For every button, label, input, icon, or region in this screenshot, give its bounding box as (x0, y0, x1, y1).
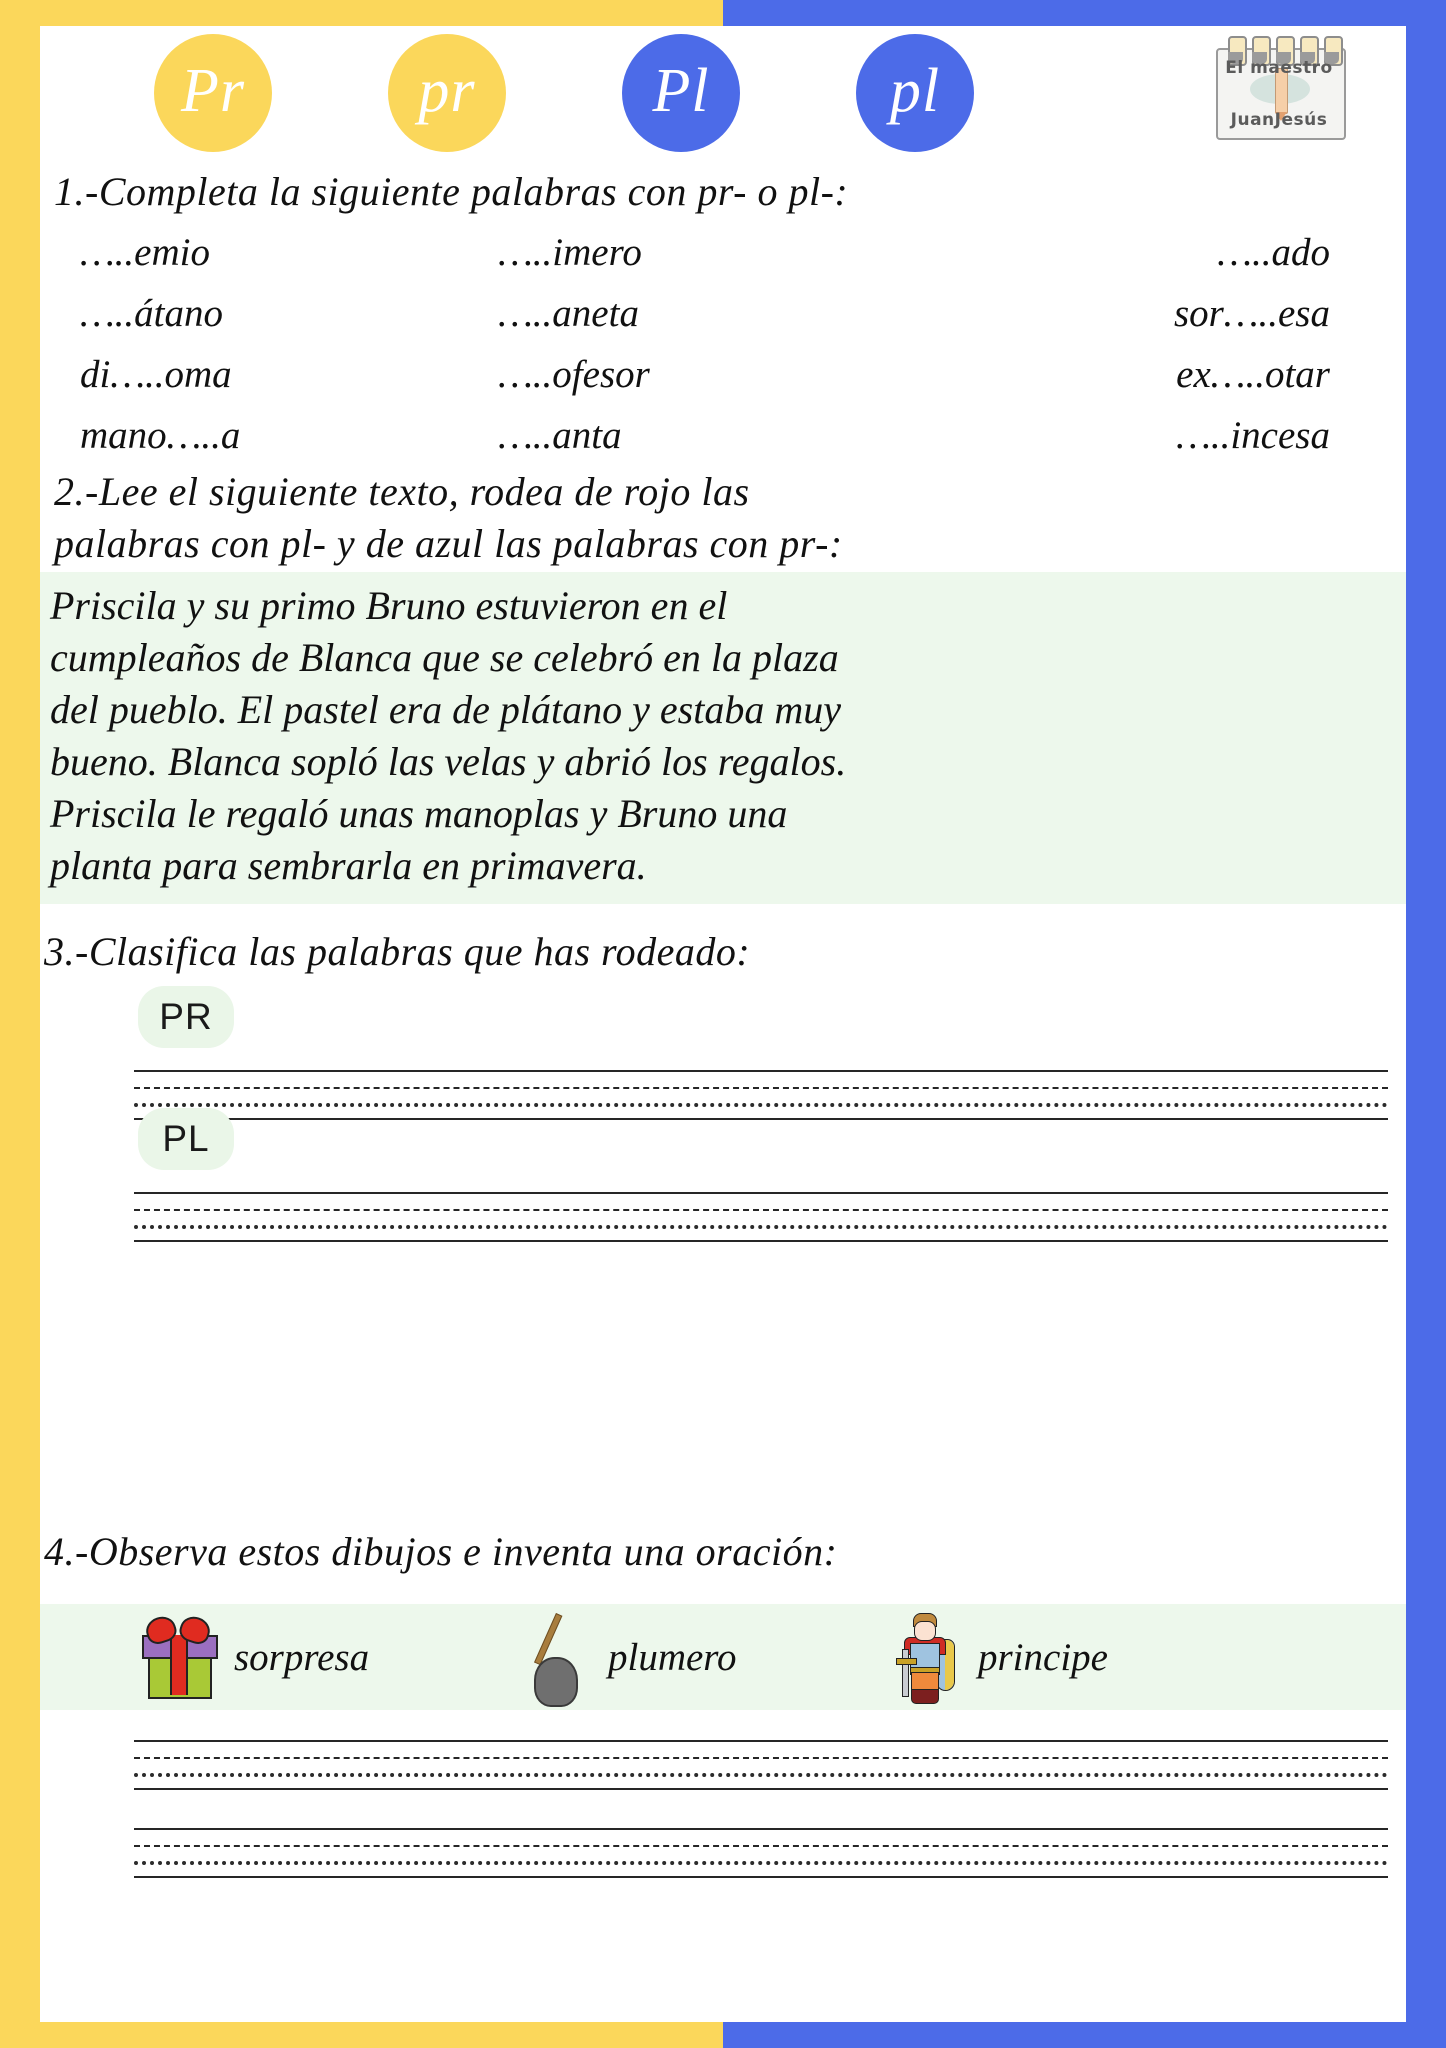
picture-item-principe (880, 1604, 1108, 1710)
writing-guide-sentence-1[interactable] (134, 1740, 1388, 1794)
word-cell: …..incesa (1176, 414, 1330, 457)
publisher-logo (1212, 30, 1348, 142)
guide-line-dashed (134, 1845, 1388, 1847)
picture-word-plumero: plumero (608, 1635, 737, 1679)
picture-item-plumero (510, 1604, 737, 1710)
reading-line: Priscila le regaló unas manoplas y Bruno una (50, 791, 788, 836)
guide-line-solid-bottom (134, 1876, 1388, 1878)
worksheet-header (40, 26, 1406, 156)
picture-item-sorpresa (136, 1604, 369, 1710)
group-label-pr (138, 986, 234, 1048)
picture-word-sorpresa: sorpresa (234, 1635, 370, 1679)
word-cell: ex…..otar (1176, 353, 1330, 396)
guide-line-dotted (134, 1773, 1388, 1777)
word-cell: …..aneta (498, 292, 639, 335)
writing-guide-pl[interactable] (134, 1192, 1388, 1246)
guide-line-dotted (134, 1225, 1388, 1229)
reading-line: del pueblo. El pastel era de plátano y estaba muy (50, 687, 841, 732)
gift-box-icon (136, 1609, 222, 1705)
guide-line-solid-top (134, 1192, 1388, 1194)
group-label-pl-text: PL (162, 1118, 210, 1159)
reading-line: planta para sembrarla en primavera. (50, 843, 647, 888)
prince-icon (880, 1609, 966, 1705)
guide-line-dotted (134, 1103, 1388, 1107)
word-cell: …..ofesor (498, 353, 650, 396)
exercise4-picture-strip (40, 1604, 1406, 1710)
logo-line2: JuanJesús (1230, 110, 1328, 130)
badge-pr-lowercase (388, 34, 506, 152)
exercise2-reading-text (40, 572, 1406, 904)
word-cell: …..átano (80, 292, 224, 335)
guide-line-solid-top (134, 1828, 1388, 1830)
badge-pr-lowercase-label: pr (418, 57, 476, 125)
table-row (54, 222, 1354, 283)
feather-duster-icon (510, 1609, 596, 1705)
reading-line: cumpleaños de Blanca que se celebró en la plaza (50, 635, 839, 680)
word-cell: di…..oma (80, 353, 232, 396)
guide-line-solid-top (134, 1070, 1388, 1072)
exercise1-title: 1.-Completa la siguiente palabras con pr- o pl-: (54, 169, 849, 214)
guide-line-solid-top (134, 1740, 1388, 1742)
guide-line-dashed (134, 1757, 1388, 1759)
badge-pr-uppercase-label: Pr (181, 57, 245, 125)
exercise4-title: 4.-Observa estos dibujos e inventa una oración: (44, 1529, 838, 1574)
writing-guide-pr[interactable] (134, 1070, 1388, 1124)
guide-line-solid-bottom (134, 1788, 1388, 1790)
picture-word-principe: principe (978, 1635, 1108, 1679)
exercise3-title: 3.-Clasifica las palabras que has rodeado: (44, 929, 751, 974)
badge-pl-lowercase (856, 34, 974, 152)
badge-pl-uppercase-label: Pl (652, 57, 710, 125)
guide-line-solid-bottom (134, 1118, 1388, 1120)
table-row (54, 405, 1354, 466)
word-cell: …..imero (498, 231, 642, 274)
table-row (54, 283, 1354, 344)
exercise1-word-grid (54, 222, 1354, 466)
word-cell: sor…..esa (1173, 292, 1330, 335)
worksheet-content (40, 26, 1406, 2022)
guide-line-dotted (134, 1861, 1388, 1865)
table-row (54, 344, 1354, 405)
guide-line-dashed (134, 1209, 1388, 1211)
guide-line-dashed (134, 1087, 1388, 1089)
badge-pl-uppercase (622, 34, 740, 152)
group-label-pr-text: PR (159, 996, 213, 1037)
badge-pr-uppercase (154, 34, 272, 152)
badge-pl-lowercase-label: pl (889, 57, 941, 125)
logo-line1: El maestro (1225, 58, 1333, 78)
word-cell: …..anta (498, 414, 622, 457)
word-cell: …..emio (80, 231, 210, 274)
reading-line: bueno. Blanca sopló las velas y abrió los regalos. (50, 739, 847, 784)
reading-line: Priscila y su primo Bruno estuvieron en el (50, 583, 728, 628)
exercise2-title-line2: palabras con pl- y de azul las palabras con pr-: (54, 521, 843, 566)
word-cell: …..ado (1217, 231, 1330, 274)
word-cell: mano…..a (80, 414, 241, 457)
guide-line-solid-bottom (134, 1240, 1388, 1242)
exercise2-title-line1: 2.-Lee el siguiente texto, rodea de rojo las (54, 469, 750, 514)
group-label-pl (138, 1108, 234, 1170)
writing-guide-sentence-2[interactable] (134, 1828, 1388, 1882)
